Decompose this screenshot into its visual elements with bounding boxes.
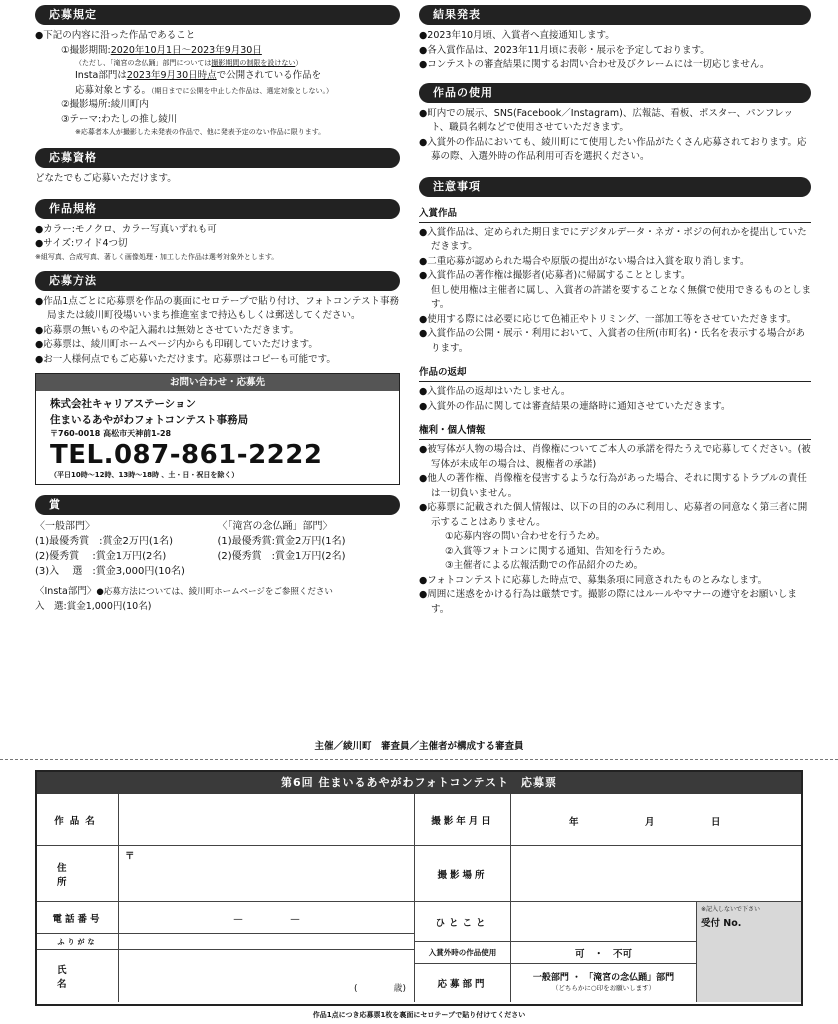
nonwinning-use-options[interactable]: 可 ・ 不可	[511, 942, 697, 964]
method-item: ●お一人様何点でもご応募いただけます。応募票はコピーも可能です。	[35, 353, 336, 365]
entry-form	[35, 770, 803, 1006]
rules-place: ②撮影場所:綾川町内	[61, 99, 149, 110]
usage-heading: 作品の使用	[419, 83, 811, 103]
winning-item: ●入賞作品の公開・展示・利用において、入賞者の住所(市町名)・氏名を表示する場合があります。	[419, 328, 806, 354]
rules-body	[35, 29, 400, 138]
prize-row: (3)入 選 :賞金3,000円(10名)	[35, 566, 185, 577]
contact-heading: お問い合わせ・応募先	[36, 374, 399, 391]
rights-heading: 権利・個人情報	[419, 422, 811, 440]
name-field[interactable]	[119, 950, 415, 1002]
prizes-heading: 賞	[35, 495, 400, 515]
spec-body	[35, 223, 400, 263]
rights-item: ●フォトコンテストに応募した時点で、募集条項に同意されたものとみなします。	[419, 574, 768, 586]
notes-heading: 注意事項	[419, 177, 811, 197]
left-column	[35, 0, 400, 614]
shoot-place-label: 撮影場所	[415, 846, 511, 902]
spec-heading: 作品規格	[35, 199, 400, 219]
eligibility-text: どなたでもご応募いただけます。	[35, 173, 177, 184]
rights-item: ●周囲に迷惑をかける行為は厳禁です。撮影の際にはルールやマナーの遵守をお願いします。	[419, 589, 797, 615]
nonwinning-use-label: 入賞外時の作品使用	[415, 942, 511, 964]
comment-label: ひとこと	[415, 902, 511, 942]
rights-purpose: ③主催者による広報活動での作品紹介のため。	[445, 560, 644, 571]
method-heading: 応募方法	[35, 271, 400, 291]
rules-period-note: （ただし、「滝宮の念仏踊」部門については撮影期間の制限を設けない）	[75, 59, 303, 67]
rights-item: ●被写体が人物の場合は、肖像権についてご本人の承諾を得たうえで応募してください。(被写体が未成年の場合は、親権者の承諾)	[419, 444, 811, 470]
rules-insta-2: 応募対象とする。（期日までに公開を中止した作品は、選定対象としない。）	[75, 84, 334, 96]
rights-purpose: ①応募内容の問い合わせを行うため。	[445, 531, 606, 542]
cut-line	[0, 759, 838, 760]
prizes-insta: 〈Insta部門〉●応募方法については、綾川町ホームページをご参照ください 入 選:賞金1,000円(10名)	[35, 586, 333, 612]
prize-row: (2)優秀賞 :賞金1万円(2名)	[217, 551, 346, 562]
return-item: ●入賞外の作品に関しては審査結果の連絡時に通知させていただきます。	[419, 400, 731, 412]
postal-mark: 〒	[125, 851, 135, 862]
contact-office: 住まいるあやがわフォトコンテスト事務局	[50, 414, 249, 426]
results-heading: 結果発表	[419, 5, 811, 25]
phone-field[interactable]: — —	[119, 902, 415, 934]
work-name-field[interactable]	[119, 794, 415, 846]
winning-subnote: 但し使用権は主催者に属し、入賞者の許諾を要することなく無償で使用できるものとします。	[431, 284, 812, 310]
age-field: ( 歳)	[353, 984, 406, 994]
rights-item: ●他人の著作権、肖像権を侵害するような行為があった場合、それに関するトラブルの責任は一切負いません。	[419, 473, 807, 499]
prize-row: (2)優秀賞 :賞金1万円(2名)	[35, 551, 167, 562]
usage-item: ●入賞外の作品においても、綾川町にて使用したい作品がたくさん応募されております。応募の際、入選外時の作品利用可否を選択ください。	[419, 136, 807, 162]
address-field[interactable]	[119, 846, 415, 902]
method-item: ●応募票は、綾川町ホームページ内からも印刷していただけます。	[35, 339, 318, 350]
address-label: 住所	[37, 846, 119, 902]
prizes-general: 〈一般部門〉 (1)最優秀賞 :賞金2万円(1名) (2)優秀賞 :賞金1万円(2名) (3)入 選 :賞金3,000円(10名)	[35, 519, 218, 579]
results-body	[419, 29, 811, 73]
results-item: ●コンテストの審査結果に関するお問い合わせ及びクレームには一切応じません。	[419, 59, 770, 70]
comment-field[interactable]	[511, 902, 697, 942]
reception-box: ※記入しないで下さい 受付 No.	[697, 902, 801, 1002]
results-item: ●2023年10月頃、入賞者へ直接通知します。	[419, 30, 615, 41]
method-item: ●応募票の無いものや記入漏れは無効とさせていただきます。	[35, 324, 300, 336]
winning-item: ●二重応募が認められた場合や原版の提出がない場合は入賞を取り消します。	[419, 255, 750, 267]
usage-body	[419, 107, 811, 165]
organizer-line: 主催／綾川町 審査員／主催者が構成する審査員	[314, 741, 524, 752]
rights-body	[419, 443, 811, 617]
rights-item: ●応募票に記載された個人情報は、以下の目的のみに利用し、応募者の同意なく第三者に開示することはありません。	[419, 502, 808, 528]
prize-row: (1)最優秀賞:賞金2万円(1名)	[217, 536, 346, 547]
results-item: ●各入賞作品は、2023年11月頃に表彰・展示を予定しております。	[419, 44, 710, 56]
rights-purpose: ②入賞等フォトコンに関する通知、告知を行うため。	[445, 545, 671, 557]
phone-label: 電話番号	[37, 902, 119, 934]
prizes-takinomiya: 〈「滝宮の念仏踊」部門〉 (1)最優秀賞:賞金2万円(1名) (2)優秀賞 :賞金1万円(2名)	[218, 519, 401, 579]
rules-own-note: ※応募者本人が撮影した未発表の作品で、他に発表予定のない作品に限ります。	[75, 128, 326, 136]
prizes-grid	[35, 519, 400, 579]
winning-heading: 入賞作品	[419, 205, 811, 223]
right-column	[419, 0, 811, 617]
usage-item: ●町内での展示、SNS(Facebook／Instagram)、広報誌、看板、ポスター、パンフレット、職員名刺などで使用させていただきます。	[419, 107, 793, 133]
rules-theme: ③テーマ:わたしの推し綾川	[61, 113, 178, 125]
rules-heading: 応募規定	[35, 5, 400, 25]
shoot-date-label: 撮影年月日	[415, 794, 511, 846]
return-heading: 作品の返却	[419, 364, 811, 382]
form-grid	[37, 794, 801, 1004]
category-label: 応募部門	[415, 964, 511, 1002]
winning-item: ●入賞作品は、定められた期日までにデジタルデータ・ネガ・ポジの何れかを提出していただきます。	[419, 226, 807, 252]
method-item: ●作品1点ごとに応募票を作品の裏面にセロテープで貼り付け、フォトコンテスト事務局または綾川町役場いいまち推進室まで持込もしくは郵送してください。	[35, 295, 400, 321]
winning-body	[419, 226, 811, 357]
prize-row: (1)最優秀賞 :賞金2万円(1名)	[35, 536, 174, 547]
spec-note: ※組写真、合成写真、著しく画像処理・加工した作品は選考対象外とします。	[35, 252, 279, 261]
rules-lead: ●下記の内容に沿った作品であること	[35, 30, 196, 41]
shoot-date-field[interactable]: 年 月 日	[511, 794, 801, 846]
rules-insta: Insta部門は2023年9月30日時点で公開されている作品を	[75, 70, 322, 81]
eligibility-heading: 応募資格	[35, 148, 400, 168]
furigana-field[interactable]	[119, 934, 415, 950]
contact-box	[35, 373, 400, 485]
name-label: 氏名	[37, 950, 119, 1002]
rules-period: ①撮影期間:2020年10月1日～2023年9月30日	[61, 44, 262, 56]
work-name-label: 作品名	[37, 794, 119, 846]
method-body	[35, 295, 400, 368]
spec-color: ●カラー:モノクロ、カラー写真いずれも可	[35, 223, 217, 235]
contact-tel: TEL.087-861-2222	[50, 440, 323, 470]
spec-size: ●サイズ:ワイド4つ切	[35, 238, 128, 249]
winning-item: ●使用する際には必要に応じて色補正やトリミング、一部加工等をさせていただきます。	[419, 313, 797, 325]
contact-company: 株式会社キャリアステーション	[50, 398, 196, 410]
contact-hours: （平日10時～12時、13時～18時 、土・日・祝日を除く）	[50, 471, 239, 479]
return-body	[419, 385, 811, 414]
return-item: ●入賞作品の返却はいたしません。	[419, 386, 571, 397]
footer-note: 作品1点につき応募票1枚を裏面にセロテープで貼り付けてください	[312, 1011, 526, 1019]
category-field[interactable]: 一般部門 ・ 「滝宮の念仏踊」部門 （どちらかに○印をお願いします）	[511, 964, 697, 1002]
shoot-place-field[interactable]	[511, 846, 801, 902]
form-title: 第6回 住まいるあやがわフォトコンテスト 応募票	[37, 772, 801, 794]
contact-address: 〒760-0018 高松市天神前1-28	[50, 429, 172, 438]
winning-item: ●入賞作品の著作権は撮影者(応募者)に帰属することとします。	[419, 270, 691, 281]
furigana-label: ふりがな	[37, 934, 119, 950]
